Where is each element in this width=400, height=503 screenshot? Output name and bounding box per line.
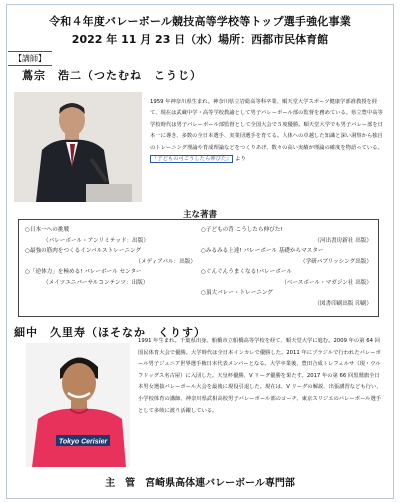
lecturer-section-label: 【講師】 (8, 51, 52, 66)
book-publisher: （メイツユニバーサルコンテンツ：出版） (43, 279, 149, 286)
book-item (201, 267, 376, 288)
works-box (18, 219, 379, 317)
lecturer2-portrait-illustration (26, 343, 130, 467)
book-title: ○「逆体力」を極める! バレーボール センター (25, 269, 142, 275)
book-item (201, 246, 376, 267)
book-publisher: （バレーボール・アンリミテッド：出版） (43, 237, 149, 244)
lecturer2-bio: 1991 年生まれ。千葉県出身。船橋市立船橋高等学校を経て、順天堂大学に進む。2009 年の第 64 回国民体育大会で優勝。大学時代は全日本インカレで優勝した。2011 年にブラジルで行われたバレーボール男子ジュニア世界選手権日本代表メンバーとなる。大学卒業後、豊田合成トレフェルサ（現・ウルフドッグス名古屋）に入団した。天皇杯優勝、V リーグ優勝を果たす。2017 年の第 66 回黒鷲旗全日本男女選抜バレーボール大会を最後に現役引退した。現在は、V リーグの解説、出張講習なども行い、小学校体育の講師、神奈川県武相高校男子バレーボール部のコーチ、東京スリジエのバレーボール選手として多岐に渡り活躍している。 (138, 338, 382, 414)
book-item (25, 246, 200, 267)
works-right-column (201, 225, 376, 309)
book-title: ○みるみる上達! バレーボール 基礎からマスター (201, 248, 324, 254)
lecturer1-book-link[interactable]: 『子どもの可ごうしたら伸びた』 (152, 156, 232, 163)
lecturer1-bio (150, 97, 386, 165)
book-publisher: （ベースボール・マガジン社 出版） (281, 279, 372, 286)
book-publisher: （メディアパル：出版） (135, 258, 196, 265)
works-left-column (25, 225, 200, 288)
event-date-venue: 2022 年 11 月 23 日（水）場所：西都市民体育館 (71, 33, 329, 46)
book-title: ○子どもの背 こうしたら伸びた! (201, 227, 283, 233)
book-publisher: （学研パブリッシング出版） (299, 258, 372, 265)
book-item (25, 225, 200, 246)
lecturer1-link-suffix: より (233, 156, 246, 163)
book-publisher: （図書印刷出版 印刷） (314, 300, 372, 307)
book-publisher: （河出書房新社 出版） (314, 237, 372, 244)
organizer-footer: 主 管 宮崎県高体連バレーボール専門部 (105, 478, 295, 489)
book-item (201, 225, 376, 246)
event-title: 令和４年度バレーボール競技高等学校等トップ選手強化事業 (49, 15, 351, 28)
book-title: ○ぐんぐんうまくなる!バレーボール (201, 269, 292, 275)
lecturer2-photo (26, 343, 130, 467)
book-title: ○頂大バレー・トレーニング (201, 290, 273, 296)
lecturer1-portrait-illustration (14, 92, 142, 202)
works-title: 主な著書 (182, 210, 217, 220)
book-title: ○最強の筋肉をつくるインパルストレーニング (25, 248, 142, 254)
book-item (25, 267, 200, 288)
book-item (201, 288, 376, 309)
book-title: ○日本一への挑戦 (25, 227, 70, 233)
shirt-text: Tokyo Cerisier (58, 438, 108, 446)
lecturer1-bio-text: 1959 年神奈川県生まれ。神奈川県立岩総高等科卒業、順天堂大学スポーツ健康学部准教授を経て、現在は武蔵中学・高等学校教諭として男子バレーボール部の監督を務めている。県立豊中高等学校時代は男子バレーボール部監督として全国大会で５度優勝。順天堂大学でも男子バレー部を日本一に導き、多数の全日本選手、実業団選手を育てる。人体への卓越した知識と深い洞察から独自のトレーニング理論や育成理論などをつくりあげ、数々の高い実績が理論の確度を物語っている。 (150, 99, 383, 151)
lecturer1-photo (14, 92, 142, 202)
lecturer2-name: 細中 久里寿（ほそなか くりす） (14, 326, 206, 339)
lecturer1-name: 蔦宗 浩二（つたむね こうじ） (22, 69, 202, 82)
